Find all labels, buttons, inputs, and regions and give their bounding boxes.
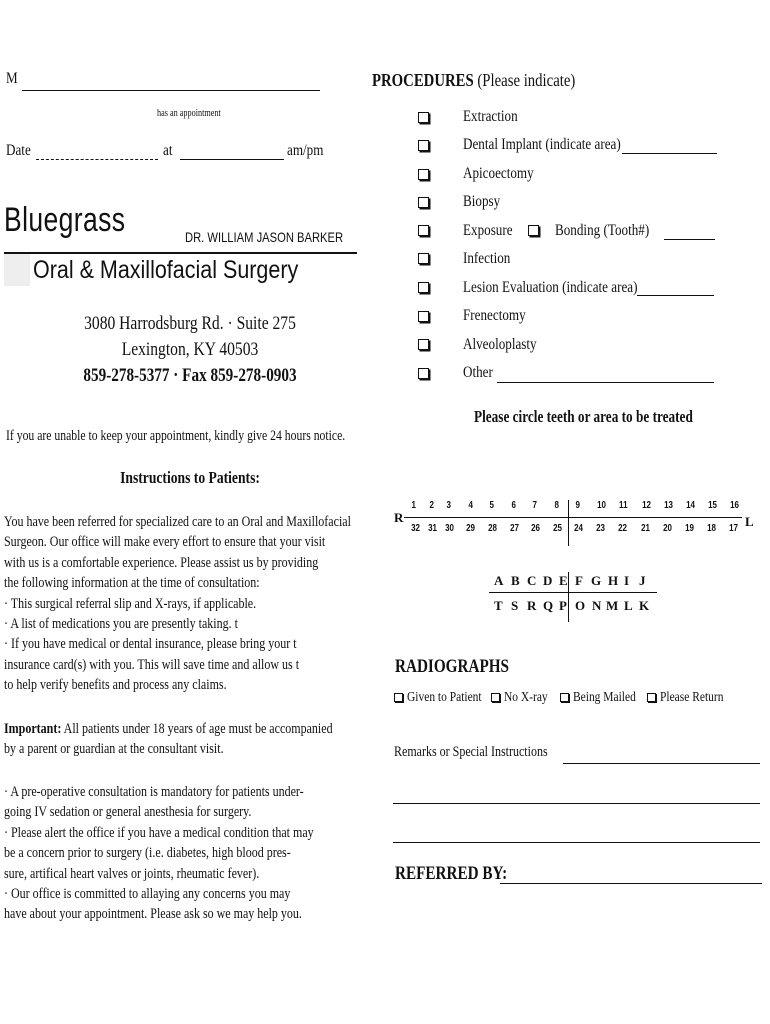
being-mailed-label: Being Mailed xyxy=(573,690,636,705)
tooth-number[interactable]: 23 xyxy=(596,523,606,534)
ampm-label: am/pm xyxy=(287,142,324,159)
remarks-field-line-3[interactable] xyxy=(393,842,760,843)
doctor-name: DR. WILLIAM JASON BARKER xyxy=(185,229,344,245)
tooth-number[interactable]: 18 xyxy=(707,523,717,534)
procedure-label: Biopsy xyxy=(463,193,501,210)
primary-tooth-letter[interactable]: P xyxy=(559,598,567,613)
tooth-number[interactable]: 24 xyxy=(574,523,584,534)
tooth-number[interactable]: 25 xyxy=(553,523,563,534)
instruction-line: going IV sedation or general anesthesia for surgery. xyxy=(4,804,252,821)
primary-chart-midline xyxy=(489,592,657,593)
tooth-number[interactable]: 11 xyxy=(619,500,628,511)
tooth-number[interactable]: 27 xyxy=(510,523,520,534)
procedure-label: Exposure xyxy=(463,222,513,239)
teeth-instruction: Please circle teeth or area to be treated xyxy=(474,407,693,426)
at-label: at xyxy=(163,142,173,159)
primary-tooth-letter[interactable]: N xyxy=(592,598,602,613)
instruction-line: have about your appointment. Please ask so we may help you. xyxy=(4,906,302,923)
procedure-label: Frenectomy xyxy=(463,307,526,324)
procedure-checkbox[interactable] xyxy=(418,197,429,208)
procedures-title: PROCEDURES xyxy=(372,70,474,90)
instructions-paragraph-3 xyxy=(4,782,372,925)
tooth-number[interactable]: 14 xyxy=(686,500,696,511)
remarks-field-line-1[interactable] xyxy=(563,763,760,764)
procedure-checkbox[interactable] xyxy=(418,112,429,123)
tooth-number[interactable]: 5 xyxy=(489,500,495,511)
instructions-paragraph-1 xyxy=(4,512,372,696)
primary-tooth-letter[interactable]: A xyxy=(494,573,504,588)
tooth-number[interactable]: 30 xyxy=(445,523,455,534)
logo-name-bottom: Oral & Maxillofacial Surgery xyxy=(33,256,299,284)
important-label: Important: xyxy=(4,721,62,737)
tooth-number[interactable]: 12 xyxy=(642,500,652,511)
important-text: All patients under 18 years of age must be accompanied xyxy=(61,721,333,737)
date-field[interactable] xyxy=(36,159,158,160)
primary-tooth-letter[interactable]: L xyxy=(624,598,633,613)
procedure-checkbox[interactable] xyxy=(418,253,429,264)
please-return-checkbox[interactable] xyxy=(647,693,656,702)
instruction-line: insurance card(s) with you. This will save time and allow us t xyxy=(4,656,300,673)
instruction-line: · A list of medications you are presently taking. t xyxy=(4,616,238,633)
referred-by-label: REFERRED BY: xyxy=(395,863,508,884)
instruction-line: You have been referred for specialized care to an Oral and Maxillofacial xyxy=(4,514,351,530)
tooth-number[interactable]: 17 xyxy=(729,523,739,534)
primary-tooth-letter[interactable]: D xyxy=(543,573,553,588)
tooth-number[interactable]: 31 xyxy=(428,523,438,534)
tooth-number[interactable]: 7 xyxy=(532,500,538,511)
important-note xyxy=(4,719,372,760)
tooth-number[interactable]: 13 xyxy=(664,500,674,511)
patient-name-field[interactable] xyxy=(22,90,320,91)
referred-by-field[interactable] xyxy=(500,883,762,884)
instruction-line: to help verify benefits and process any claims. xyxy=(4,677,227,694)
primary-tooth-letter[interactable]: J xyxy=(639,573,646,588)
please-return-label: Please Return xyxy=(660,690,724,705)
procedure-checkbox[interactable] xyxy=(418,282,429,293)
important-line-2: by a parent or guardian at the consultant visit. xyxy=(4,741,224,758)
time-field[interactable] xyxy=(180,159,284,160)
tooth-number[interactable]: 20 xyxy=(663,523,673,534)
address-line2: Lexington, KY 40503 xyxy=(121,339,259,360)
given-to-patient-label: Given to Patient xyxy=(407,690,482,705)
logo-name-top: Bluegrass xyxy=(4,201,126,239)
tooth-number[interactable]: 9 xyxy=(575,500,581,511)
tooth-number[interactable]: 4 xyxy=(468,500,474,511)
procedure-checkbox[interactable] xyxy=(418,368,429,379)
tooth-number[interactable]: 32 xyxy=(411,523,421,534)
procedure-label: Infection xyxy=(463,250,511,267)
tooth-number[interactable]: 26 xyxy=(531,523,541,534)
procedure-label: Lesion Evaluation (indicate area) xyxy=(463,279,638,296)
primary-tooth-letter[interactable]: O xyxy=(575,598,586,613)
remarks-field-line-2[interactable] xyxy=(393,803,760,804)
m-label: M xyxy=(6,70,18,87)
instruction-line: · If you have medical or dental insurance, please bring your t xyxy=(4,636,297,653)
tooth-number[interactable]: 16 xyxy=(730,500,740,511)
procedures-subtitle: (Please indicate) xyxy=(477,70,576,90)
lesion-area-field[interactable] xyxy=(637,295,714,296)
tooth-number[interactable]: 28 xyxy=(488,523,498,534)
other-procedure-field[interactable] xyxy=(497,382,714,383)
given-to-patient-checkbox[interactable] xyxy=(394,693,403,702)
instruction-line: · A pre-operative consultation is mandatory for patients under- xyxy=(4,784,304,800)
instruction-line: · This surgical referral slip and X-rays, if applicable. xyxy=(4,595,257,612)
cancellation-notice: If you are unable to keep your appointment, kindly give 24 hours notice. xyxy=(6,428,346,444)
tooth-number[interactable]: 15 xyxy=(708,500,718,511)
procedure-checkbox[interactable] xyxy=(418,169,429,180)
instruction-line: Surgeon. Our office will make every effort to ensure that your visit xyxy=(4,534,326,551)
primary-tooth-letter[interactable]: M xyxy=(606,598,619,613)
procedure-label: Other xyxy=(463,364,493,381)
primary-tooth-letter[interactable]: B xyxy=(511,573,520,588)
tooth-number[interactable]: 21 xyxy=(641,523,651,534)
tooth-number[interactable]: 1 xyxy=(411,500,417,511)
bonding-tooth-field[interactable] xyxy=(664,239,715,240)
radiographs-title: RADIOGRAPHS xyxy=(395,656,510,677)
logo-accent xyxy=(4,254,30,286)
bonding-checkbox[interactable] xyxy=(528,225,539,236)
instruction-line: be a concern prior to surgery (i.e. diabetes, high blood pres- xyxy=(4,845,291,862)
procedure-checkbox[interactable] xyxy=(418,339,429,350)
procedure-checkbox[interactable] xyxy=(418,140,429,151)
tooth-number[interactable]: 19 xyxy=(685,523,695,534)
procedure-checkbox[interactable] xyxy=(418,311,429,322)
procedure-label: Apicoectomy xyxy=(463,165,534,182)
instruction-line: sure, artifical heart valves or joints, rheumatic fever). xyxy=(4,865,260,882)
primary-tooth-letter[interactable]: H xyxy=(608,573,619,588)
no-xray-checkbox[interactable] xyxy=(491,693,500,702)
tooth-chart-divider xyxy=(568,500,569,546)
logo-rule xyxy=(4,252,357,254)
tooth-number[interactable]: 10 xyxy=(597,500,607,511)
primary-tooth-letter[interactable]: C xyxy=(527,573,537,588)
primary-tooth-letter[interactable]: E xyxy=(559,573,568,588)
instructions-title: Instructions to Patients: xyxy=(120,468,260,487)
primary-tooth-letter[interactable]: S xyxy=(511,598,519,613)
left-side-label: L xyxy=(745,514,754,529)
instruction-line: · Our office is committed to allaying any concerns you may xyxy=(4,886,291,903)
address-line1: 3080 Harrodsburg Rd. · Suite 275 xyxy=(84,313,296,334)
implant-area-field[interactable] xyxy=(622,153,717,154)
tooth-number[interactable]: 6 xyxy=(511,500,517,511)
primary-tooth-letter[interactable]: I xyxy=(624,573,630,588)
primary-tooth-letter[interactable]: G xyxy=(591,573,602,588)
procedure-label: Extraction xyxy=(463,108,518,125)
primary-tooth-letter[interactable]: R xyxy=(527,598,537,613)
procedure-checkbox[interactable] xyxy=(418,225,429,236)
tooth-number[interactable]: 3 xyxy=(446,500,452,511)
tooth-number[interactable]: 22 xyxy=(618,523,628,534)
tooth-number[interactable]: 29 xyxy=(466,523,476,534)
instruction-line: the following information at the time of consultation: xyxy=(4,575,260,592)
primary-chart-divider xyxy=(568,572,569,622)
right-side-label: R xyxy=(394,510,404,525)
has-appointment-label: has an appointment xyxy=(157,108,221,119)
instruction-line: with us is a comfortable experience. Please assist us by providing xyxy=(4,554,319,571)
being-mailed-checkbox[interactable] xyxy=(560,693,569,702)
primary-tooth-letter[interactable]: Q xyxy=(543,598,554,613)
primary-tooth-letter[interactable]: F xyxy=(575,573,583,588)
tooth-number[interactable]: 2 xyxy=(429,500,435,511)
procedure-label: Alveoloplasty xyxy=(463,336,537,353)
primary-tooth-letter[interactable]: K xyxy=(639,598,650,613)
tooth-chart-midline xyxy=(404,517,742,518)
no-xray-label: No X-ray xyxy=(504,690,548,705)
procedure-label: Dental Implant (indicate area) xyxy=(463,136,621,153)
remarks-label: Remarks or Special Instructions xyxy=(394,744,548,760)
primary-tooth-letter[interactable]: T xyxy=(494,598,503,613)
procedures-header xyxy=(372,70,575,91)
bonding-label: Bonding (Tooth#) xyxy=(555,222,650,239)
phone-fax: 859-278-5377 · Fax 859-278-0903 xyxy=(83,365,297,386)
date-label: Date xyxy=(6,142,31,159)
tooth-number[interactable]: 8 xyxy=(554,500,560,511)
instruction-line: · Please alert the office if you have a medical condition that may xyxy=(4,824,314,841)
